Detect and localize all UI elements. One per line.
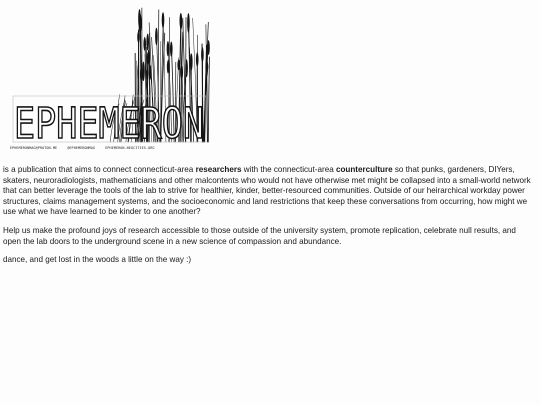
researchers-emphasis: researchers [195,165,242,174]
ephemeron-logo [10,6,210,156]
main-content [3,165,533,274]
grass-seed-head [190,53,193,70]
grass-seed-head [167,41,170,56]
grass-logo-graphic [10,6,210,146]
grass-seed-head [162,12,165,28]
grass-seed-head [180,16,183,29]
grass-seed-head [137,31,140,43]
grass-seed-head [187,13,190,33]
logo-wordmark: EPHEMERON [14,99,204,146]
grass-seed-head [180,65,183,79]
grass-seed-head [149,65,152,79]
grass-seed-head [201,47,204,62]
grass-seed-head [196,53,199,67]
closing-line: dance, and get lost in the woods a little on the way :) [3,255,192,265]
counterculture-emphasis: counterculture [335,165,393,174]
grass-seed-head [140,67,143,82]
grass-seed-head [155,28,158,45]
grass-seed-head [167,60,170,73]
logo-email: EPHEMERONMAG@PROTON.ME [10,146,58,150]
grass-seed-head [143,37,146,50]
grass-seed-head [147,52,150,65]
grass-seed-head [207,41,210,55]
mission-paragraph: Help us make the profound joys of research accessible to those outside of the university system, promote replication, celebrate null results, and open the lab doors to the underground scene in a new science of compassion and abundance. [3,225,516,246]
grass-seed-head [177,60,180,71]
intro-text-rest: so that punks, gardeners, DIYers, skaters, neuroradiologists, mathematicians and other malcontents who would not have otherwise met might be collapsed into a small-world network that can better leverage the tools of the lab to strive for healthier, kinder, better-resourced communities. Outside of our heirarchical workday power structures, claims management systems, and the socioeconomic and land restrictions that keep these conversations from occurring, how might we use what we have learned to be kinder to one another? [3,165,531,217]
grass-seed-head [146,34,149,51]
logo-contacts [10,146,163,150]
grass-seed-head [185,59,188,77]
grass-seed-head [142,62,145,82]
intro-paragraph [3,165,533,218]
grass-seed-head [139,14,142,33]
logo-site: EPHEMERON.NEOCITIES.ORG [105,146,155,150]
grass-seed-head [205,59,208,77]
grass-stalk [208,57,209,142]
intro-text-middle: with the connecticut-area [241,165,336,174]
grass-seed-head [170,42,173,57]
grass-seed-head [146,67,149,80]
intro-text-start: is a publication that aims to connect connecticut-area [3,165,196,174]
logo-handle: @EPHEMERONMAG [67,146,96,150]
